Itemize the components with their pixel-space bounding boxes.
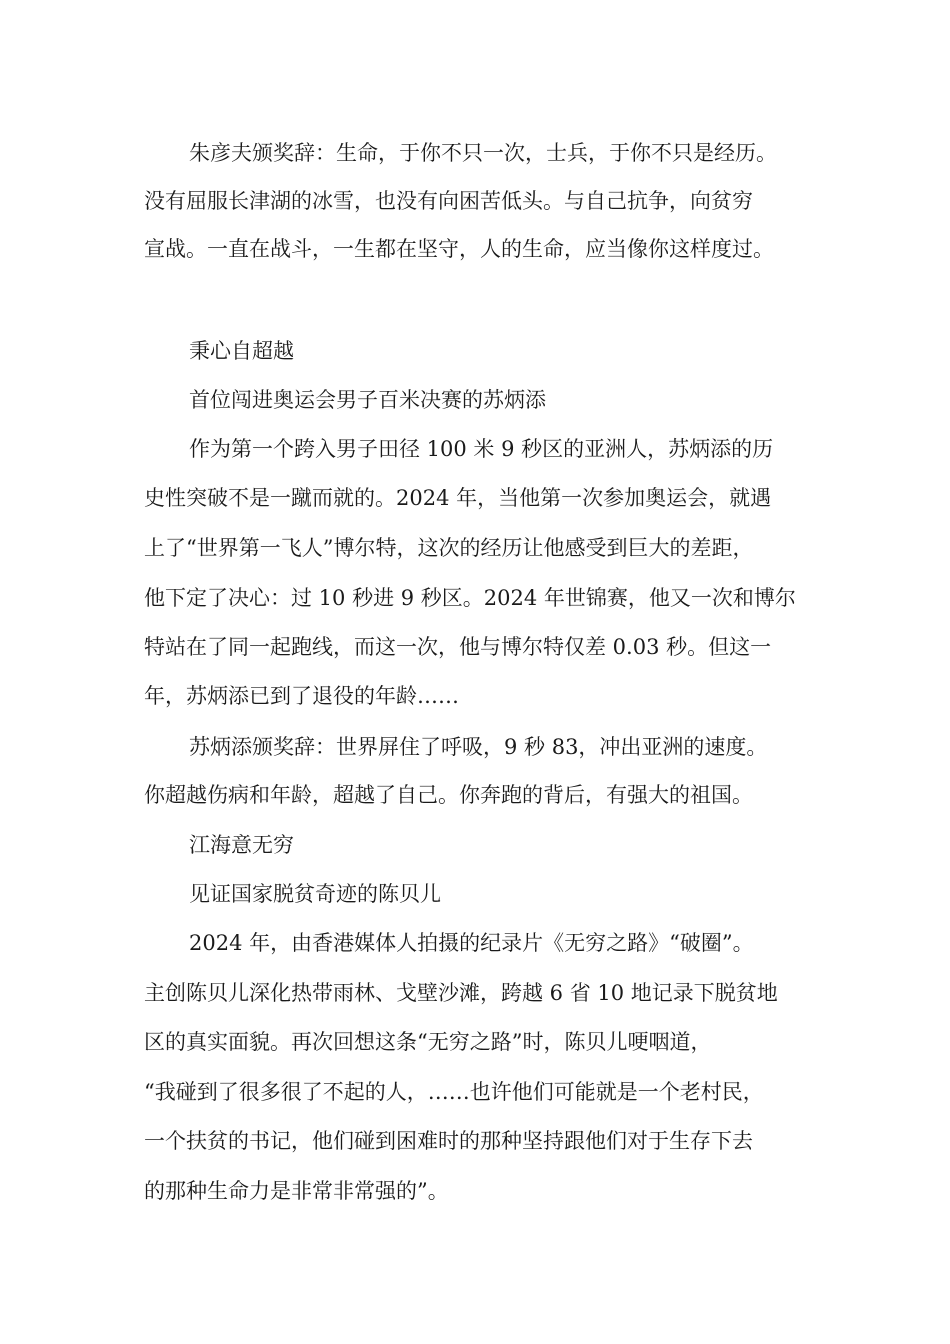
paragraph-line: 主创陈贝儿深化热带雨林、戈壁沙滩，跨越 6 省 10 地记录下脱贫地 [144, 981, 778, 1005]
paragraph-line: 宣战。一直在战斗，一生都在坚守，人的生命，应当像你这样度过。 [144, 237, 774, 261]
section-heading: 江海意无穷 [189, 833, 294, 857]
section-heading: 秉心自超越 [189, 339, 294, 363]
paragraph-line: 你超越伤病和年龄，超越了自己。你奔跑的背后，有强大的祖国。 [144, 783, 753, 807]
paragraph-line: 区的真实面貌。再次回想这条“无穷之路”时，陈贝儿哽咽道， [144, 1030, 712, 1054]
section-subheading: 首位闯进奥运会男子百米决赛的苏炳添 [189, 388, 546, 412]
paragraph-line: 上了“世界第一飞人”博尔特，这次的经历让他感受到巨大的差距， [144, 536, 754, 560]
paragraph-line: 他下定了决心：过 10 秒进 9 秒区。2024 年世锦赛，他又一次和博尔 [144, 586, 796, 610]
paragraph-line: 2024 年，由香港媒体人拍摄的纪录片《无穷之路》“破圈”。 [189, 931, 754, 955]
paragraph-line: 特站在了同一起跑线，而这一次，他与博尔特仅差 0.03 秒。但这一 [144, 635, 772, 659]
paragraph-line: 年，苏炳添已到了退役的年龄…… [144, 684, 459, 708]
paragraph-line: 的那种生命力是非常非常强的”。 [144, 1179, 449, 1203]
paragraph-line: 一个扶贫的书记，他们碰到困难时的那种坚持跟他们对于生存下去 [144, 1129, 753, 1153]
paragraph-line: 作为第一个跨入男子田径 100 米 9 秒区的亚洲人，苏炳添的历 [189, 437, 774, 461]
paragraph-line: 史性突破不是一蹴而就的。2024 年，当他第一次参加奥运会，就遇 [144, 486, 772, 510]
paragraph-line: 苏炳添颁奖辞：世界屏住了呼吸，9 秒 83，冲出亚洲的速度。 [189, 735, 768, 759]
paragraph-line: “我碰到了很多很了不起的人，……也许他们可能就是一个老村民， [144, 1080, 764, 1104]
paragraph-line: 朱彦夫颁奖辞：生命，于你不只一次，士兵，于你不只是经历。 [189, 141, 777, 165]
paragraph-line: 没有屈服长津湖的冰雪，也没有向困苦低头。与自己抗争，向贫穷 [144, 189, 753, 213]
section-subheading: 见证国家脱贫奇迹的陈贝儿 [189, 882, 441, 906]
